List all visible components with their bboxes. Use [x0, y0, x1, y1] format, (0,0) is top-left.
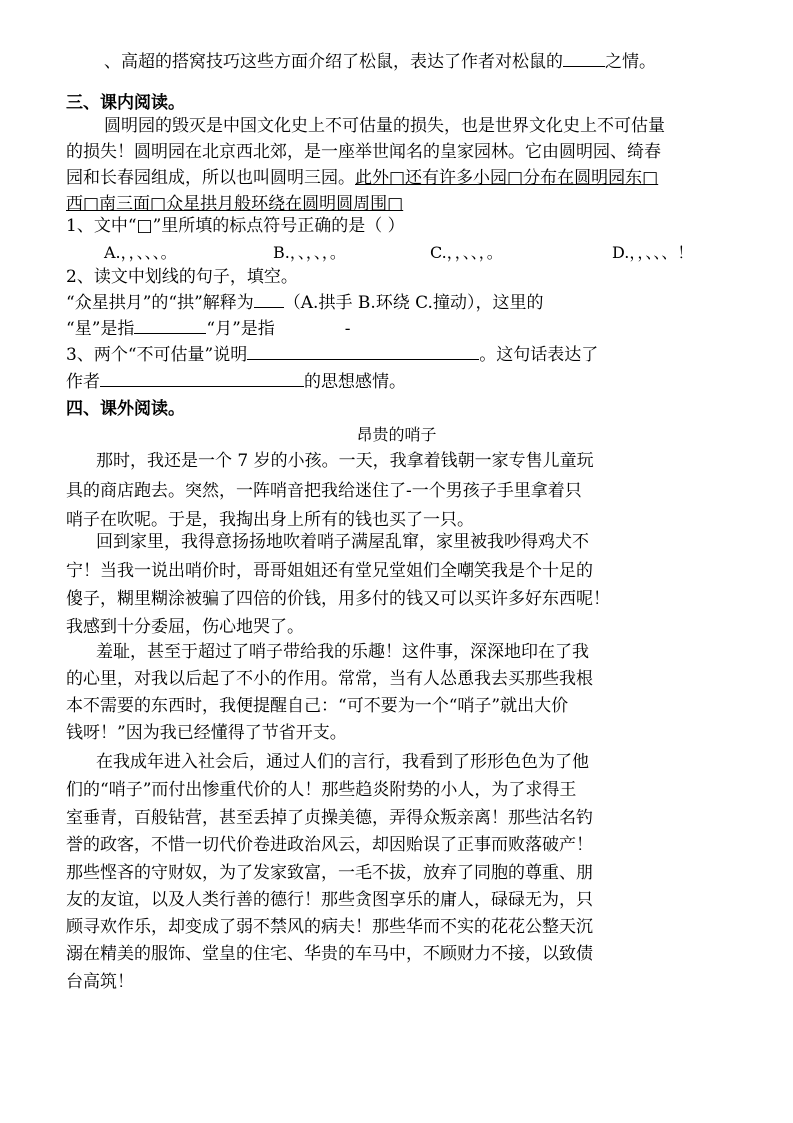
passage-line-2: 的损失！圆明园在北京西北郊，是一座举世闻名的皇家园林。它由圆明园、绮春 [66, 142, 661, 162]
story-line: 那时，我还是一个 7 岁的小孩。一天，我拿着钱朝一家专售儿童玩 [96, 451, 594, 471]
story-line: 顾寻欢作乐，却变成了弱不禁风的病夫！那些华而不实的花花公整天沉 [66, 917, 593, 937]
story-line: 溺在精美的服饰、堂皇的住宅、华贵的车马中，不顾财力不接，以致债 [66, 944, 593, 964]
q2-line1-a: “众星拱月”的“拱”解释为 [66, 293, 254, 313]
option-b[interactable]: B.，、，、，。 [273, 243, 346, 262]
top-line-text: 、高超的搭窝技巧这些方面介绍了松鼠，表达了作者对松鼠的 [104, 52, 563, 72]
story-line: 们的“哨子”而付出惨重代价的人！那些趋炎附势的小人，为了求得王 [66, 780, 577, 800]
story-line: 宁！当我一说出哨价时，哥哥姐姐还有堂兄堂姐们全嘲笑我是个十足的 [66, 561, 593, 581]
section3-heading: 三、课内阅读。 [66, 93, 185, 113]
story-line: 傻子，糊里糊涂被骗了四倍的价钱，用多付的钱又可以买许多好东西呢！ [66, 589, 610, 609]
option-a[interactable]: A.，，、、、。 [104, 243, 177, 262]
question-3-line-2 [66, 368, 406, 395]
story-line: 我感到十分委屈，伤心地哭了。 [66, 617, 304, 637]
q3-l2-b: 的思想感情。 [304, 372, 406, 392]
q3-blank-1[interactable] [247, 341, 479, 360]
story-line: 誉的政客，不惜一切代价卷进政治风云，却因贻误了正事而败落破产！ [66, 835, 593, 855]
q2-line2-a: “星”是指 [66, 319, 135, 339]
story-line: 哨子在吹呢。于是，我掏出身上所有的钱也买了一只。 [66, 510, 474, 530]
underlined-sentence-part1: 此外□还有许多小园□分布在圆明园东□ [355, 168, 659, 188]
top-fill-line [104, 48, 656, 75]
top-line-after: 之情。 [605, 52, 656, 72]
q3-l2-a: 作者 [66, 372, 100, 392]
underlined-sentence-part2: 西□南三面□众星拱月般环绕在圆明圆周围□ [66, 194, 404, 214]
q3-b: 。这句话表达了 [479, 345, 599, 365]
question-2-line-1 [66, 289, 543, 316]
q3-blank-2[interactable] [100, 368, 304, 387]
question-1: 1、文中“□”里所填的标点符号正确的是（ ） [66, 216, 405, 236]
passage-line-3 [66, 165, 658, 191]
star-meaning-blank[interactable] [134, 315, 206, 334]
q2-line2-b: “月”是指 [206, 319, 275, 339]
passage-line-3a: 园和长春园组成，所以也叫圆明三园。 [66, 168, 355, 188]
option-d[interactable]: D.，，、、、！ [612, 243, 694, 262]
top-line-blank[interactable] [563, 48, 605, 67]
story-line: 回到家里，我得意扬扬地吹着哨子满屋乱窜，家里被我吵得鸡犬不 [96, 532, 589, 552]
q2-line1-b: （A.拱手 B.环绕 C.撞动），这里的 [283, 293, 544, 313]
q3-a: 3、两个“不可估量”说明 [66, 345, 248, 365]
gong-meaning-blank[interactable] [254, 289, 284, 308]
story-line: 羞耻，甚至于超过了哨子带给我的乐趣！这件事，深深地印在了我 [96, 642, 589, 662]
story-line: 台高筑！ [66, 972, 134, 992]
q2-line2-c: - [344, 319, 351, 339]
story-line: 室垂青，百般钻营，甚至丢掉了贞操美德，弄得众叛亲离！那些沽名钓 [66, 808, 593, 828]
option-c[interactable]: C.，，、、，。 [430, 243, 503, 262]
story-line: 那些悭吝的守财奴，为了发家致富，一毛不拔，放弃了同胞的尊重、朋 [66, 863, 593, 883]
story-title: 昂贵的哨子 [356, 425, 437, 444]
question-2: 2、读文中划线的句子，填空。 [66, 267, 298, 287]
story-line: 具的商店跑去。突然，一阵哨音把我给迷住了-一个男孩子手里拿着只 [66, 481, 582, 501]
story-line: 本不需要的东西时，我便提醒自己：“可不要为一个“哨子”就出大价 [66, 696, 569, 716]
story-line: 的心里，对我以后起了不小的作用。常常，当有人怂恿我去买那些我根 [66, 669, 593, 689]
question-2-line-2 [66, 315, 351, 342]
story-line: 在我成年进入社会后，通过人们的言行，我看到了形形色色为了他 [96, 752, 589, 772]
section4-heading: 四、课外阅读。 [66, 399, 185, 419]
story-line: 友的友谊，以及人类行善的德行！那些贪图享乐的庸人，碌碌无为，只 [66, 890, 593, 910]
story-line: 钱呀！”因为我已经懂得了节省开支。 [66, 723, 347, 743]
passage-line-1: 圆明园的毁灭是中国文化史上不可估量的损失，也是世界文化史上不可估量 [104, 116, 665, 136]
question-3 [66, 341, 598, 368]
